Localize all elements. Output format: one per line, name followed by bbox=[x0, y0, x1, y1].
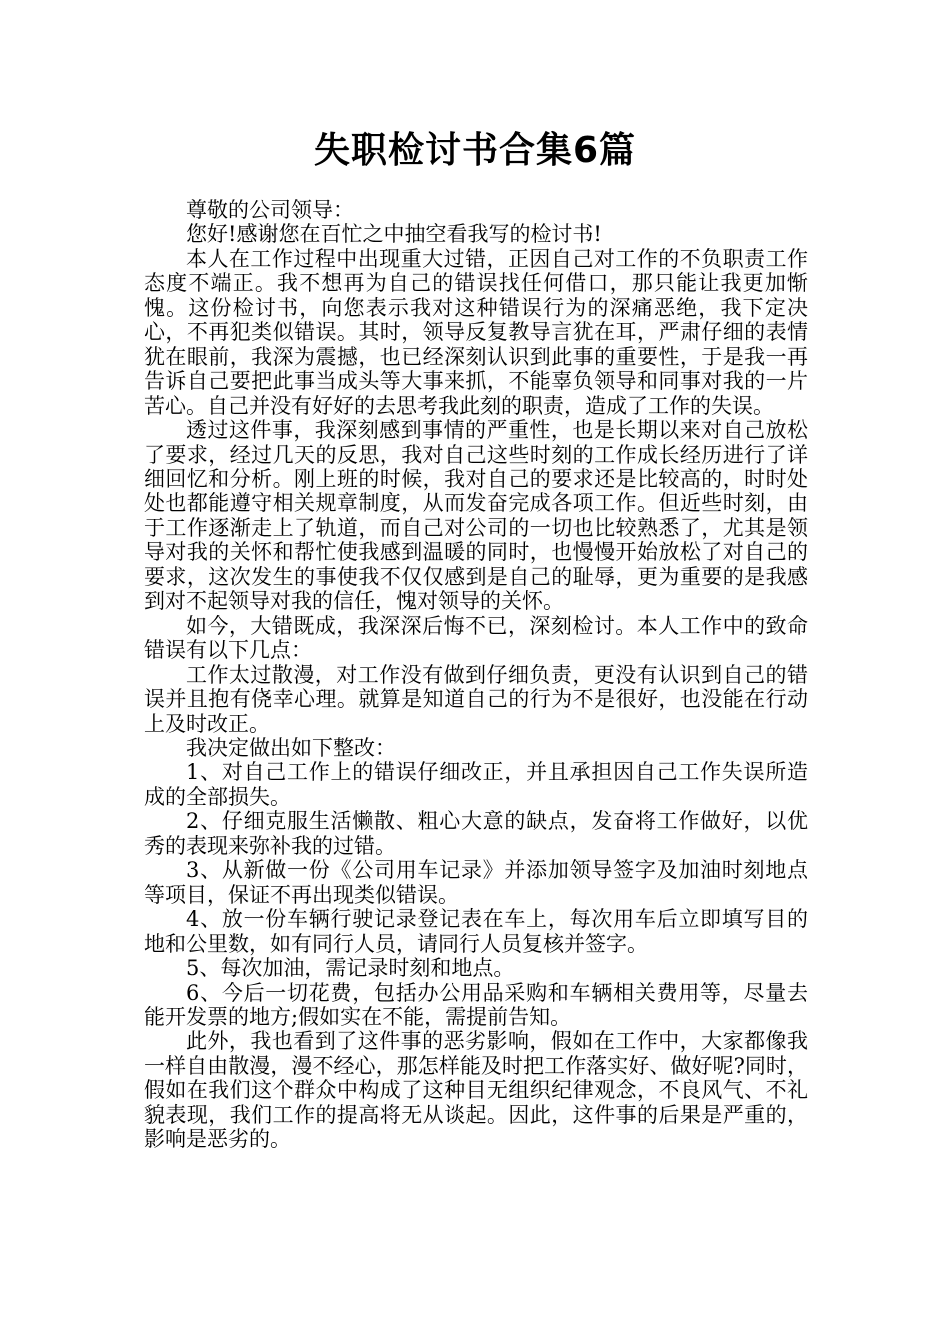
salutation: 尊敬的公司领导： bbox=[186, 198, 354, 222]
body-paragraph: 如今，大错既成，我深深后悔不已，深刻检讨。本人工作中的致命错误有以下几点： bbox=[144, 613, 808, 663]
body-paragraph: 本人在工作过程中出现重大过错，正因自己对工作的不负职责工作态度不端正。我不想再为自己的错误找任何借口，那只能让我更加惭愧。这份检讨书，向您表示我对这种错误行为的深痛恶绝，我下定决心，不再犯类似错误。其时，领导反复教导言犹在耳，严肃仔细的表情犹在眼前，我深为震撼，也已经深刻认识到此事的重要性，于是我一再告诉自己要把此事当成头等大事来抓，不能辜负领导和同事对我的一片苦心。自己并没有好好的去思考我此刻的职责，造成了工作的失误。 bbox=[144, 246, 808, 418]
document-body bbox=[144, 198, 808, 1152]
body-paragraph: 我决定做出如下整改： bbox=[186, 735, 396, 760]
greeting: 您好!感谢您在百忙之中抽空看我写的检讨书! bbox=[186, 222, 602, 247]
list-item: 3、从新做一份《公司用车记录》并添加领导签字及加油时刻地点等项目，保证不再出现类似错误。 bbox=[144, 858, 808, 907]
list-item: 1、对自己工作上的错误仔细改正，并且承担因自己工作失误所造成的全部损失。 bbox=[144, 760, 808, 809]
document-title: 失职检讨书合集6篇 bbox=[313, 130, 637, 171]
list-item: 6、今后一切花费，包括办公用品采购和车辆相关费用等，尽量去能开发票的地方;假如实在不能，需提前告知。 bbox=[144, 980, 808, 1029]
body-paragraph: 此外，我也看到了这件事的恶劣影响，假如在工作中，大家都像我一样自由散漫，漫不经心，那怎样能及时把工作落实好、做好呢?同时，假如在我们这个群众中构成了这种目无组织纪律观念，不良风气、不礼貌表现，我们工作的提高将无从谈起。因此，这件事的后果是严重的，影响是恶劣的。 bbox=[144, 1029, 808, 1152]
body-paragraph: 工作太过散漫，对工作没有做到仔细负责，更没有认识到自己的错误并且抱有侥幸心理。就算是知道自己的行为不是很好，也没能在行动上及时改正。 bbox=[144, 662, 808, 736]
body-paragraph: 透过这件事，我深刻感到事情的严重性，也是长期以来对自己放松了要求，经过几天的反思，我对自己这些时刻的工作成长经历进行了详细回忆和分析。刚上班的时候，我对自己的要求还是比较高的，时时处处也都能遵守相关规章制度，从而发奋完成各项工作。但近些时刻，由于工作逐渐走上了轨道，而自己对公司的一切也比较熟悉了，尤其是领导对我的关怀和帮忙使我感到温暖的同时，也慢慢开始放松了对自己的要求，这次发生的事使我不仅仅感到是自己的耻辱，更为重要的是我感到对不起领导对我的信任，愧对领导的关怀。 bbox=[144, 418, 808, 614]
list-item: 5、每次加油，需记录时刻和地点。 bbox=[186, 956, 515, 981]
list-item: 4、放一份车辆行驶记录登记表在车上，每次用车后立即填写目的地和公里数，如有同行人员，请同行人员复核并签字。 bbox=[144, 907, 808, 956]
list-item: 2、仔细克服生活懒散、粗心大意的缺点，发奋将工作做好，以优秀的表现来弥补我的过错。 bbox=[144, 809, 808, 858]
